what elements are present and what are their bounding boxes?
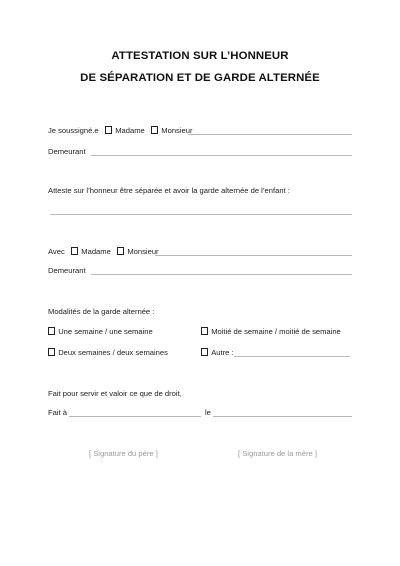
other-parent-madame-label: Madame bbox=[81, 247, 111, 256]
statement-text: Atteste sur l’honneur être séparée et avoir la garde alternée de l’enfant : bbox=[48, 186, 290, 195]
custody-option-other-label: Autre : bbox=[211, 348, 234, 357]
declarant-row bbox=[48, 126, 193, 136]
custody-option-two-weeks-label: Deux semaines / deux semaines bbox=[58, 348, 168, 357]
other-parent-address-field[interactable] bbox=[91, 274, 352, 275]
other-parent-monsieur-option[interactable] bbox=[117, 247, 158, 257]
custody-option-week[interactable] bbox=[48, 327, 153, 337]
declarant-monsieur-label: Monsieur bbox=[161, 126, 193, 135]
other-parent-name-field[interactable] bbox=[155, 255, 352, 256]
declarant-madame-option[interactable] bbox=[105, 126, 145, 136]
checkbox-icon[interactable] bbox=[201, 348, 208, 355]
father-signature-placeholder[interactable]: [ Signature du père ] bbox=[89, 449, 158, 458]
declarant-madame-label: Madame bbox=[115, 126, 145, 135]
custody-option-half-week-label: Moitié de semaine / moitié de semaine bbox=[211, 327, 341, 336]
declarant-lead: Je soussigné.e bbox=[48, 126, 99, 135]
checkbox-icon[interactable] bbox=[105, 126, 112, 133]
declarant-address-label: Demeurant bbox=[48, 147, 86, 156]
declarant-monsieur-option[interactable] bbox=[151, 126, 192, 136]
place-label: Fait à bbox=[48, 408, 67, 417]
date-label: le bbox=[205, 408, 211, 417]
checkbox-icon[interactable] bbox=[201, 327, 208, 334]
other-parent-row bbox=[48, 247, 159, 257]
custody-option-half-week[interactable] bbox=[201, 327, 341, 337]
custody-other-field[interactable] bbox=[234, 356, 350, 357]
declarant-address-field[interactable] bbox=[91, 155, 352, 156]
checkbox-icon[interactable] bbox=[151, 126, 158, 133]
custody-option-week-label: Une semaine / une semaine bbox=[58, 327, 153, 336]
place-field[interactable] bbox=[69, 416, 201, 417]
other-parent-madame-option[interactable] bbox=[71, 247, 111, 257]
date-field[interactable] bbox=[213, 416, 352, 417]
custody-option-other[interactable] bbox=[201, 348, 234, 358]
checkbox-icon[interactable] bbox=[71, 247, 78, 254]
other-parent-lead: Avec bbox=[48, 247, 65, 256]
document-title-line-1: ATTESTATION SUR L’HONNEUR bbox=[111, 50, 289, 62]
checkbox-icon[interactable] bbox=[48, 327, 55, 334]
closing-text: Fait pour servir et valoir ce que de droit, bbox=[48, 389, 182, 398]
checkbox-icon[interactable] bbox=[48, 348, 55, 355]
declarant-name-field[interactable] bbox=[188, 134, 352, 135]
other-parent-monsieur-label: Monsieur bbox=[127, 247, 159, 256]
document-title-line-2: DE SÉPARATION ET DE GARDE ALTERNÉE bbox=[80, 72, 320, 84]
other-parent-address-label: Demeurant bbox=[48, 266, 86, 275]
custody-option-two-weeks[interactable] bbox=[48, 348, 168, 358]
mother-signature-placeholder[interactable]: [ Signature de la mère ] bbox=[238, 449, 317, 458]
child-name-field[interactable] bbox=[50, 214, 352, 215]
checkbox-icon[interactable] bbox=[117, 247, 124, 254]
custody-heading: Modalités de la garde alternée : bbox=[48, 307, 155, 316]
